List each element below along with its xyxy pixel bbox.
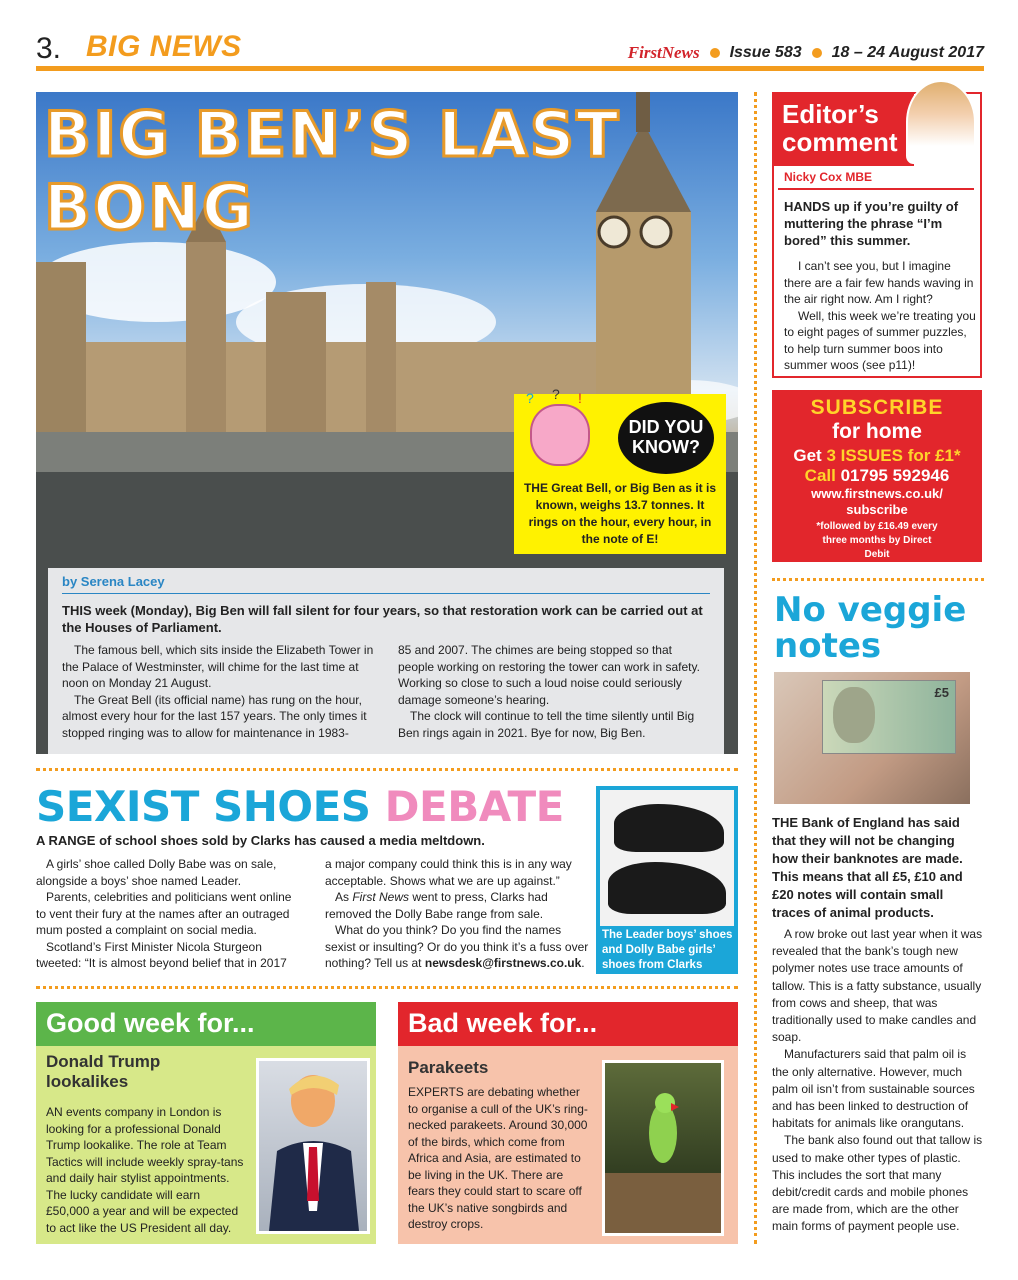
hero-article (48, 568, 724, 754)
article-paragraph: The clock will continue to tell the time silently until Big Ben rings again in 2021. Bye for now, Big Ben. (398, 709, 695, 740)
subscribe-subtitle: for home (832, 420, 922, 443)
article-paragraph (325, 889, 592, 922)
email-link[interactable]: newsdesk@firstnews.co.uk (424, 956, 582, 970)
did-you-know-badge: DID YOU KNOW? (618, 402, 714, 474)
bullet-icon (710, 48, 720, 58)
article-paragraph: Scotland’s First Minister Nicola Sturgeon tweeted: “It is almost beyond belief that in 2017 (36, 939, 287, 970)
editors-comment-title: Editor’s comment (774, 94, 914, 166)
veggie-lead: THE Bank of England has said that they will not be changing how their banknotes are made. This means that all £5, £10 and £20 notes will contain small traces of animal products. (772, 815, 963, 920)
shoes-lead: A RANGE of school shoes sold by Clarks has caused a media meltdown. (36, 833, 485, 848)
article-body (62, 642, 710, 741)
note-value: £5 (934, 685, 949, 700)
page-header (36, 28, 984, 72)
article-paragraph: A girls’ shoe called Dolly Babe was on sale, alongside a boys’ shoe named Leader. (36, 857, 277, 888)
good-week-header: Good week for... (36, 1002, 376, 1046)
subscribe-phone (772, 466, 982, 486)
bad-week-subject: Parakeets (408, 1058, 489, 1077)
article-paragraph: a major company could think this is in any way acceptable. Shows what we are up against.” (325, 857, 572, 888)
column-divider (754, 92, 757, 1244)
did-you-know-text: THE Great Bell, or Big Ben as it is known, weighs 13.7 tonnes. It rings on the hour, every hour, in the note of E! (523, 481, 717, 546)
good-week-body: AN events company in London is looking for a professional Donald Trump lookalike. The role at Team Tactics will include weekly spray-tans and daily hair stylist appointments. The lucky candidate will earn £50,000 a year and will be expected to act like the US President all day. (46, 1105, 244, 1235)
article-paragraph: Manufacturers said that palm oil is the only alternative. However, much palm oil isn’t from sustainable sources and has been linked to destruction of habitats for animals like orangutans. (772, 1047, 975, 1131)
banknote-image (822, 680, 956, 754)
offer-highlight: 3 ISSUES for £1* (826, 446, 961, 465)
editor-lead: HANDS up if you’re guilty of muttering the phrase “I’m bored” this summer. (784, 199, 959, 248)
article-lead: THIS week (Monday), Big Ben will fall silent for four years, so that restoration work can be carried out at the Houses of Parliament. (62, 603, 703, 635)
good-week-subject: Donald Trump lookalikes (46, 1052, 161, 1091)
header-rule (36, 66, 984, 71)
editor-body (784, 258, 976, 374)
subscribe-title: SUBSCRIBE (810, 396, 944, 419)
good-week-box (36, 1002, 376, 1244)
publication-name: First News (352, 890, 410, 904)
editors-comment-box (772, 92, 982, 378)
issue-info (628, 43, 984, 63)
shoes-caption: The Leader boys’ shoes and Dolly Babe girls’ shoes from Clarks (602, 929, 733, 971)
subscribe-box[interactable] (772, 390, 982, 562)
text-run: went to press, Clarks had removed the Dolly Babe range from sale. (325, 890, 548, 921)
shoes-headline-a: SEXIST SHOES (36, 782, 385, 831)
shoes-photo (596, 786, 738, 974)
article-paragraph (325, 922, 592, 972)
subscribe-url[interactable]: www.firstnews.co.uk/ subscribe (811, 486, 943, 517)
bullet-icon (812, 48, 822, 58)
headline: BIG BEN’S LAST BONG (44, 98, 621, 244)
article-paragraph: The bank also found out that tallow is used to make other types of plastic. This includes the sort that many debit/credit cards and mobile phones are made from, which are the other main forms of payment people use. (772, 1133, 983, 1234)
article-paragraph: Parents, celebrities and politicians went online to vent their fury at the names after an outraged mum posted a complaint on social media. (36, 890, 292, 937)
text-run: Call (804, 466, 841, 485)
divider (772, 578, 984, 581)
did-you-know-box (514, 386, 726, 554)
article-paragraph: 85 and 2007. The chimes are being stopped so that people working on restoring the tower can work in safety. Working so close to such a loud noise could seriously damage someone’s hearing. (398, 643, 700, 707)
section-title: BIG NEWS (86, 30, 242, 63)
shoes-headline (36, 782, 564, 831)
brand-logo: FirstNews (627, 43, 700, 62)
article-paragraph: A row broke out last year when it was revealed that the bank’s tough new polymer notes use trace amounts of tallow. This is a fatty substance, usually from cows and sheep, that was traditionally used to make candles and soap. (772, 927, 983, 1045)
divider (36, 986, 738, 989)
veggie-headline: No veggie notes (774, 590, 967, 666)
brain-mascot-icon: ? ? ! (530, 404, 590, 466)
banknote-photo (774, 672, 970, 804)
trump-lookalike-photo (256, 1058, 370, 1234)
article-paragraph: I can’t see you, but I imagine there are a fair few hands waving in the air right now. Am I right? (784, 259, 974, 306)
subscribe-footnote: *followed by £16.49 every three months by Direct Debit (816, 521, 938, 560)
divider (36, 768, 738, 771)
page-number: 3. (36, 32, 62, 65)
bad-week-header: Bad week for... (398, 1002, 738, 1046)
shoes-image (600, 790, 734, 926)
bad-week-box (398, 1002, 738, 1244)
issue-number: Issue 583 (729, 44, 802, 61)
phone-number[interactable]: 01795 592946 (840, 466, 950, 485)
editor-name: Nicky Cox MBE (778, 168, 974, 190)
bad-week-body: EXPERTS are debating whether to organise a cull of the UK’s ring-necked parakeets. Around 30,000 of the birds, which come from Africa and Asia, are estimated to be living in the UK. There are fears they could start to scare off the UK’s native songbirds and destroy crops. (408, 1085, 588, 1231)
article-paragraph: The Great Bell (its official name) has rung on the hour, almost every hour for the last 157 years. The only times it stopped ringing was to allow for maintenance in 1983- (62, 692, 367, 740)
editor-photo (906, 80, 976, 164)
issue-dates: 18 – 24 August 2017 (831, 44, 984, 61)
byline: by Serena Lacey (62, 574, 710, 594)
text-run: What do you think? Do you find the names sexist or insulting? Or do you think it’s a fuss over nothing? Tell us at (325, 923, 589, 970)
subscribe-offer (772, 446, 982, 466)
veggie-body (772, 926, 984, 1236)
article-paragraph: Well, this week we’re treating you to eight pages of summer puzzles, to help turn summer boos into summer woos (see p11)! (784, 308, 976, 372)
text-run: . (581, 956, 585, 970)
text-run: Get (793, 446, 827, 465)
shoes-body (36, 856, 592, 972)
shoes-headline-b: DEBATE (384, 782, 564, 831)
parakeet-photo (602, 1060, 724, 1236)
article-paragraph: The famous bell, which sits inside the Elizabeth Tower in the Palace of Westminster, will chime for the last time at noon on Monday 21 August. (62, 643, 374, 690)
text-run: As (335, 890, 353, 904)
